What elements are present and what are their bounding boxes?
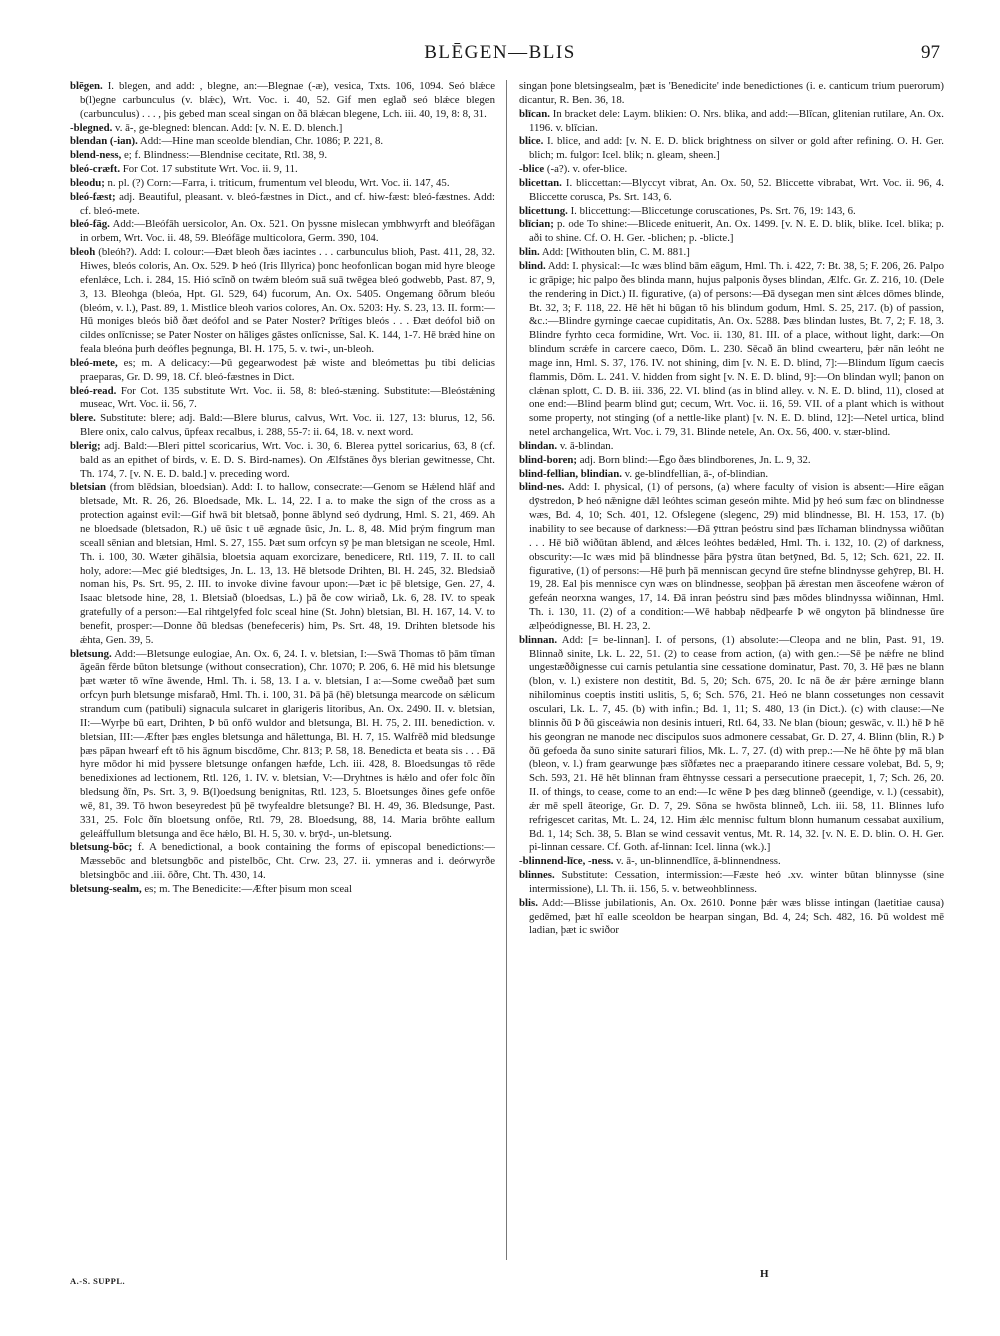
left-column xyxy=(70,80,495,1275)
dictionary-columns xyxy=(70,80,944,1275)
dictionary-entry xyxy=(519,108,944,136)
entry-text: v. ā-, ge-blegned: blencan. Add: [v. N. E. D. blench.] xyxy=(112,121,343,134)
headword: blendan (-ian). xyxy=(70,135,138,148)
running-title: BLĒGEN—BLIS xyxy=(424,42,576,63)
entry-text: Add:—Blisse jubilationis, An. Ox. 2610. Þonne þǽr wæs blisse intingan (laetitiae causa) gedēmed, þæt hī ealle sceoldon be hearpan singan, Bd. 4, 24; Sch. 482, 16. Þū woldest mē ladian, þæt ic swiðor xyxy=(529,896,944,937)
dictionary-entry xyxy=(519,481,944,633)
column-divider xyxy=(506,80,507,1260)
headword: blindan. xyxy=(519,439,558,452)
headword: blere. xyxy=(70,412,96,425)
dictionary-entry xyxy=(519,163,944,177)
entry-text: I. blegen, and add: , blegne, an:—Blegnae (-æ), vesica, Txts. 106, 1094. Seó blǽce b(l)egne carbunculus (v. blǽc), Wrt. Voc. i. 40, 52. Gif men eglað seó blǽce blegen (carbunculus) . . . , þis gebed man sceal singan on ðā blǽcan blegene, Lch. iii. 40, 19, 8: 8, 31. xyxy=(80,80,495,120)
headword: blin. xyxy=(519,246,540,259)
entry-text: (from blēdsian, bloedsian). Add: I. to hallow, consecrate:—Genom se Hǽlend hlāf and bletsade, Mt. R. 26, 26. Bloedsade, Mk. L. 14, 22. I a. to make the sign of the cross as a protection against evil:—Gif hwā bit bletsað, þonne āblynd seó dydrung, Hml. S. 21, 469. Ah ne bloedsade (bletsadon, R.) uē ūsic t uē ægnade ūsic, Jn. L. 8, 48. Mid þrým fingrum man sceall sēnian and bletsian, Hml. S. 27, 155. Þæt sum orfcyn sȳ þe man bletsigan ne sceole, Hml. Th. i. 100, 30. Wæter gihālsia, bloetsia aquam exorcizare, benedicere, Rtl. 119, 7. II. to call holy, adore:—Mec gié bledtsiges, Jn. L. 13, 13. Hē bletsode Drihten, Bl. H. 245, 32. Bledsiað noman his, Ps. Srt. 95, 2. III. to invoke divine favour upon:—Þæt ic þē bletsige, Gen. 27, 4. Isaac bletsode hine, 28, 1. Bletsiað (bloedsas, L.) þā ðe cow wiriað, Lk. 6, 28. IV. to speak gratefully of a person:—Eal rihtgelȳfed folc sceal hine (St. John) bletsian, Bl. H. 167, 14. V. to benefit, prosper:—Donne ðū bledsas (benefeceris) him, Ps. Srt. 48, 19. Drihten bletsode his ǽhta, Gen. 39, 5. xyxy=(80,481,495,646)
dictionary-entry xyxy=(519,135,944,163)
entry-text: Substitute: Cessation, intermission:—Fæste heó .xv. winter būtan blinnysse (sine intermissione), Ll. Th. ii. 156, 5. v. betweohblinness. xyxy=(529,869,944,895)
page-header xyxy=(0,38,1000,68)
dictionary-entry xyxy=(70,648,495,842)
dictionary-entry xyxy=(70,191,495,219)
entry-text: es; m. The Benedicite:—Æfter þisum mon sceal xyxy=(141,882,352,895)
dictionary-entry xyxy=(70,149,495,163)
entry-text: v. ā-, un-blinnendlīce, ā-blinnendness. xyxy=(613,855,781,868)
entry-text: (bleóh?). Add: I. colour:—Ðæt bleoh ðæs iacintes . . . carbunculus blioh, Past. 411, 28, 32. Hiwes, bleós coloris, An. Ox. 529. Þ heó (Iris Illyrica) þonc heofonlican bogan mid hyre bleoge efenlǽce, Lch. i. 284, 15. Hió scīnð on twǽm bleóm suā suā twēgea bleó godwebb, Past. 87, 9, 3, 13. Bleohga (bleóa, Hpt. Gl. 529, 64) fucorum, An. Ox. 5405. Ongemang ōðrum bleóu (bleóm, v. l.), Past. 89, 1. Mistlice bleoh varios colores, An. Ox. 5203: Hy. S. 23, 13. II. form:—Hū moniges bleós bið ðæt deófol and se Pater Noster? Þrītiges bleós . . . Ðæt deófol bið on cildes onlīcnisse; se Pater Noster on hāliges gāstes onlīcnisse, Sal. K. 144, 1-7. Hē brǽd hine on feala bleóna þurh deófles þegnunga, Bl. H. 175, 5. v. twi-, un-bleoh. xyxy=(80,246,495,356)
entry-text: Add:—Hine man sceolde blendian, Chr. 1086; P. 221, 8. xyxy=(137,135,384,148)
entry-text: Substitute: blere; adj. Bald:—Blere blurus, calvus, Wrt. Voc. ii. 127, 13: blurus, 12, 56. Blere onix, calo calvus, ūpfeax recalbus, i. 288, 55-7: ii. 64, 18. v. next word. xyxy=(80,412,495,439)
dictionary-entry xyxy=(519,246,944,260)
entry-text: p. ode To shine:—Blicede enituerit, An. Ox. 1499. [v. N. E. D. blik, blike. Icel. blika; p. aði to shine. Cf. O. H. Ger. -blichen; p. -blicte.] xyxy=(529,218,944,245)
headword: bleó-fāg. xyxy=(70,218,110,231)
dictionary-entry xyxy=(519,218,944,246)
headword: bletsian xyxy=(70,481,106,494)
headword: blēgen. xyxy=(70,80,103,92)
dictionary-entry xyxy=(519,177,944,205)
entry-text: Add: [= be-linnan]. I. of persons, (1) absolute:—Cleopa and ne blin, Past. 91, 19. Blinnað sinite, Lk. L. 22, 51. (2) to cease from action, (a) with gen.:—Sē þe nǽfre ne blind ungestæððignesse cui carnis petulantia sine cessatione dominatur, Past. 70, 3. Hē þæs ne blann (blon, v. l.) existere non destitit, Bd. 5, 20; Sch. 675, 20. Ic nā ðe ǽr þǽre ærninge blann nihilominus coeptis institi uslitis, 5, 6; Sch. 576, 21. Heó ne blann cossetunges non cessavit osculari, Lk. L. 7, 45. (b) with infin.; Bd. 1, 11; S. 480, 13 (in Dict.). (c) with clause:—Ne blinnis ðū Þ ðū gisceáwia non desinis intueri, Rtl. 64, 33. Ne blan (bioun; geswāc, v. ll.) hē Þ hē his geongran ne manode nec discipulos suos admonere cessabat, Gr. D. 27, 4. Blinn (blin, R.) Þ ðū gefoeda ða suno sinite saturari filios, Mk. L. 7, 27. (d) with prep.:—Ne hē ōhte þȳ mā blan (bleon, v. l.) fram gearwunge þæs sīðfætes nec a praeparando itinere cessare volebat, Bd. 5, 9; Sch. 593, 21. Hē hēt blinnan fram ēhtnysse cessari a persecutione praecepit, 1, 7; Sch. 26, 20. II. of things, to cease, come to an end:—Ic wēne Þ þes dæg blinneð (geendige, v. l.) (cessabit), ǽr mē spell āteorige, Gr. D. 7, 29. Sōna se hwōsta blinneð, Lch. iii. 58, 11. Blinnes lufo refrigescet caritas, Mt. L. 24, 12. Him ǽlc mennisc fultum blonn humanum cessabat auxilium, Bd. 1, 14; Sch. 38, 5. Blan se wind cessavit ventus, Mt. R. 14, 32. [v. N. E. D. blin. O. H. Ger. pi-linnan cessare. Cf. Goth. af-linnan: Icel. linna (wk.).] xyxy=(529,633,944,854)
headword: bletsung. xyxy=(70,647,112,660)
entry-text: I. blice, and add: [v. N. E. D. blick brightness on silver or gold after refining. O. H. Ger. blich; m. fulgor: Icel. blik; n. gleam, sheen.] xyxy=(529,135,944,162)
dictionary-entry xyxy=(70,80,495,122)
entry-text: singan þone bletsingsealm, þæt is 'Benedicite' inde benedictiones (i. e. canticum trium puerorum) dicantur, R. Ben. 36, 18. xyxy=(519,80,944,106)
entry-text: adj. Beautiful, pleasant. v. bleó-fæstnes in Dict., and cf. hiw-fæst: bleó-fæstnes. Add: cf. bleó-mete. xyxy=(80,190,495,217)
entry-text: I. bliccettan:—Blyccyt vibrat, An. Ox. 50, 52. Bliccette vibrabat, Wrt. Voc. ii. 96, 4. Bliccette corusca, Ps. Srt. 143, 6. xyxy=(529,176,944,203)
headword: blind-fellian, blindian. xyxy=(519,467,622,480)
entry-text: For Cot. 135 substitute Wrt. Voc. ii. 58, 8: bleó-stæning. Substitute:—Bleóstǽning museac, Wrt. Voc. ii. 56, 7. xyxy=(80,384,495,411)
dictionary-entry xyxy=(519,80,944,108)
entry-text: v. ā-blindan. xyxy=(557,439,614,452)
headword: blend-ness, xyxy=(70,149,122,162)
headword: bletsung-bōc; xyxy=(70,841,133,854)
dictionary-entry xyxy=(70,412,495,440)
entry-text: Add: [Withouten blin, C. M. 881.] xyxy=(539,246,690,259)
headword: blind-nes. xyxy=(519,481,565,494)
headword: bleodu; xyxy=(70,176,105,189)
headword: blīcian; xyxy=(519,218,554,231)
dictionary-entry xyxy=(519,869,944,897)
entry-text: adj. Bald:—Bleri pittel scoricarius, Wrt. Voc. i. 30, 6. Blerea pyttel soricarius, 63, 8 (cf. bald as an epithet of birds, v. E. D. S. Bird-names). On Ælfstānes ðys blerian gewitnesse, Cht. Th. 174, 7. [v. N. E. D. bald.] v. preceding word. xyxy=(80,439,495,480)
headword: blind. xyxy=(519,259,546,272)
entry-text: Add: I. physical:—Ic wæs blind bām eāgum, Hml. Th. i. 422, 7: Bt. 38, 5; F. 206, 26. Palpo ic grāpige; hic palpo ðes blinda mann, hujus palponis ðyses blindan, Ælfc. Gr. Z. 216, 10. (Dele the rendering in Dict.) II. figurative, (a) of persons:—Ðā dysegan men sint ǽlces dōmes blinde, Bt. 32, 3; F. 118, 22. Hē hēt hi būgan tō his blindum godum, Hml. S. 25, 217. (b) of passion, &c.:—Blindre gyrninge caecae cupiditatis, An. Ox. 5288. Þæs blindan lustes, Bt. 7, 2; F. 18, 3. Blindre fyrhto ceca formidine, Wrt. Voc. ii. 130, 81. III. of a place, without light, dark:—On blindum scrǽfe in carcere caeco, Dōm. L. 230. Sēcað ān blind cwearteru, þǽr nān leóht ne mage inn, Hml. S. 37, 176. IV. not shining, dim [v. N. E. D. blind, 7]:—Blindum līgum caecis flammis, Dōm. L. 241. V. hidden from sight [v. N. E. D. blind, 9]:—On blindan wyll; þanon on clǽnan splott, C. D. B. iii. 336, 22. VI. blind (as in blind alley. v. N. E. D. blind, 11), closed at one end:—Blind þearm blind gut; cecum, Wrt. Voc. ii. 16, 59. VII. of a plant which is without some property, not stinging (of a nettle-like plant) [v. N. E. D. blind, 12]:—Netel urtica, blind netel archangelica, Wrt. Voc. i. 79, 31. Blinde netele, An. Ox. 56, 400. v. stær-blind. xyxy=(529,259,944,439)
headword: blerig; xyxy=(70,439,101,452)
entry-text: In bracket dele: Laym. blikien: O. Nrs. blika, and add:—Blīcan, glitenian rutilare, An. Ox. 1196. v. blīcian. xyxy=(529,107,944,134)
headword: blīcan. xyxy=(519,107,550,120)
page-footer xyxy=(70,1268,944,1306)
entry-text: Add:—Bletsunge eulogiae, An. Ox. 6, 24. I. v. bletsian, I:—Swā Thomas tō þām tīman āgeān fērde būton bletsunge (without consecration), Chr. 1070; P. 206, 6. Hē mid his bletsunge þæt wæter tō wīne āwende, Hml. Th. i. 58, 13. I a. v. bletsian, I a:—Some cweðað þæt sum orfcyn þurh bletsunge misfarað, Hml. Th. i. 100, 31. Þā þā (hē) bletsunga mearcode on sǽlicum strandum cum (patibuli) signacula sulcaret in glarigeris litoribus, An. Ox. 2490. II. v. bletsian, II:—Wyrþe bū eart, Drihten, Þ bū onfō wuldor and bletsunga, Bl. H. 75, 2. III. benediction. v. bletsian, III:—Æfter þæs engles bletsunga and hālettunga, Bl. H. 7, 15. Walfrēð mid bledsunge þæs pāpan hwearf eft tō his āgnum biscdōme, Chr. 813; P. 58, 18. Benedicta et beata sis . . . Ðā hyre mōdor hi mid þyssere bletsunge onfangen hæfde, Lch. iii. 428, 8. Bloedsungas tō rēde benedixiones ad lectionem, Rtl. 126, 1. IV. v. bletsian, V:—Dryhtnes is hǽlo and ofer folc ðīn bledsung ðīn, Ps. Srt. 3, 9. B(l)oedsung benignitas, Rtl. 123, 5. Bloetsunges ðines gefe onfōe wē, 81, 39. Tō hwon beseyredest þū þē twyfealdre bletsunge? Bl. H. 49, 36. Bledsunge, Past. 331, 25. Folc ðīn bloetsung onfōe, Rtl. 79, 28. Bloedsung, 88, 14. Maria brōhte eallum geleáffullum bletsunga and ēce hǽlo, Bl. H. 5, 30. v. brȳd-, un-bletsung. xyxy=(80,647,495,840)
entry-text: For Cot. 17 substitute Wrt. Voc. ii. 9, 11. xyxy=(120,163,298,176)
right-column xyxy=(519,80,944,1275)
headword: bletsung-sealm, xyxy=(70,882,142,895)
headword: blind-boren; xyxy=(519,453,578,466)
dictionary-entry xyxy=(70,357,495,385)
headword: -blegned. xyxy=(70,121,113,134)
headword: blinnan. xyxy=(519,633,558,646)
entry-text: Add: I. physical, (1) of persons, (a) where faculty of vision is absent:—Hire eāgan dȳstredon, Þ heó nǣnigne dǣl leóhtes sciman geseón mihte. Mid þȳ heó sum fæc on blindnesse wæs, Bd. 4, 10; Sch. 401, 12. Ofslegene (slegenc, 29) mid blindnesse, Bl. H. 153, 17. (b) inability to see because of darkness:—Ðā ȳttran þeóstru sind þæs līchaman blindnyssa wiðūtan . . . Hē bið wiðūtan āblend, and ǽlces leóhtes bedǽled, Hml. Th. i. 132, 10. (2) of darkness, obscurity:—Ic wæs mid þā blindnesse þāra þȳstra ūtan betȳned, Bd. 5, 12; Sch. 621, 22. II. figurative, (1) of persons:—Hē þurh þā menniscan gecynd ūre stefne blindnysse gehȳrep, Bl. H. 19, 28. Eal þis mennisce cyn wæs on blindnesse, seoþþan þā ǽrestan men āsceofene wǽron of gefeán neorxna wanges, 17, 14. Ðā inran þeóstru sind þæs mōdes blindnyssa wiðinnan, Hml. Th. i. 130, 11. (2) of a condition:—Wē habbaþ nēdþearfe Þ wē ongyton þā blindnesse ūre ælþeódignesse, Bl. H. 23, 2. xyxy=(529,481,944,632)
entry-text: f. A benedictional, a book containing the forms of episcopal benedictions:—Mæssebōc and bletsungbōc and pistelbōc, Cht. Crw. 23, 27. ii. ymneras and i. deórwyrðe bletsingbōc and .iii. ōðre, Cht. Th. 430, 14. xyxy=(80,841,495,882)
dictionary-entry xyxy=(70,135,495,149)
signature-mark: A.-S. SUPPL. xyxy=(70,1276,126,1286)
entry-text: adj. Born blind:—Ēgo ðæs blindborenes, Jn. L. 9, 32. xyxy=(577,453,811,466)
dictionary-entry xyxy=(70,177,495,191)
dictionary-entry xyxy=(70,440,495,482)
headword: bleó-fæst; xyxy=(70,190,116,203)
entry-text: n. pl. (?) Corn:—Farra, i. triticum, frumentum vel bleodu, Wrt. Voc. ii. 147, 45. xyxy=(104,176,450,189)
entry-text: es; m. A delicacy:—Þū gegearwodest þǽ wiste and bleómettas þu tibi delicias praeparas, Gr. D. 99, 18. Cf. bleó-fæstnes in Dict. xyxy=(80,356,495,383)
dictionary-entry xyxy=(70,883,495,897)
headword: -blice xyxy=(519,163,545,176)
dictionary-entry xyxy=(70,218,495,246)
dictionary-entry xyxy=(519,855,944,869)
headword: blice. xyxy=(519,135,544,148)
dictionary-entry xyxy=(70,163,495,177)
entry-text: I. bliccettung:—Bliccetunge coruscationes, Ps. Srt. 76, 19: 143, 6. xyxy=(567,204,856,217)
entry-text: Add:—Bleófāh uersicolor, An. Ox. 521. On þyssne mislecan ymbhwyrft and bleófāgan in orbem, Wrt. Voc. ii. 48, 59. Bleófāge multicolora, Germ. 390, 104. xyxy=(80,218,495,245)
gathering-mark: H xyxy=(760,1268,769,1280)
dictionary-entry xyxy=(519,454,944,468)
headword: bleó-read. xyxy=(70,384,117,397)
headword: bleó-mete, xyxy=(70,356,118,369)
dictionary-entry xyxy=(519,468,944,482)
headword: blis. xyxy=(519,896,538,909)
dictionary-entry xyxy=(70,481,495,647)
dictionary-entry xyxy=(70,385,495,413)
dictionary-entry xyxy=(519,260,944,440)
entry-text: (-a?). v. ofer-blice. xyxy=(544,163,628,176)
headword: blicettan. xyxy=(519,176,562,189)
dictionary-entry xyxy=(519,634,944,856)
dictionary-entry xyxy=(519,205,944,219)
headword: blicettung. xyxy=(519,204,568,217)
page-number: 97 xyxy=(921,42,940,63)
dictionary-entry xyxy=(519,897,944,939)
headword: -blinnend-līce, -ness. xyxy=(519,855,614,868)
headword: bleoh xyxy=(70,246,96,259)
dictionary-entry xyxy=(70,122,495,136)
headword: bleó-cræft. xyxy=(70,163,121,176)
entry-text: e; f. Blindness:—Blendnise cecitate, Rtl. 38, 9. xyxy=(121,149,328,162)
headword: blinnes. xyxy=(519,869,555,882)
dictionary-entry xyxy=(70,841,495,883)
entry-text: v. ge-blindfellian, ā-, of-blindian. xyxy=(621,467,769,480)
dictionary-entry xyxy=(70,246,495,357)
dictionary-entry xyxy=(519,440,944,454)
